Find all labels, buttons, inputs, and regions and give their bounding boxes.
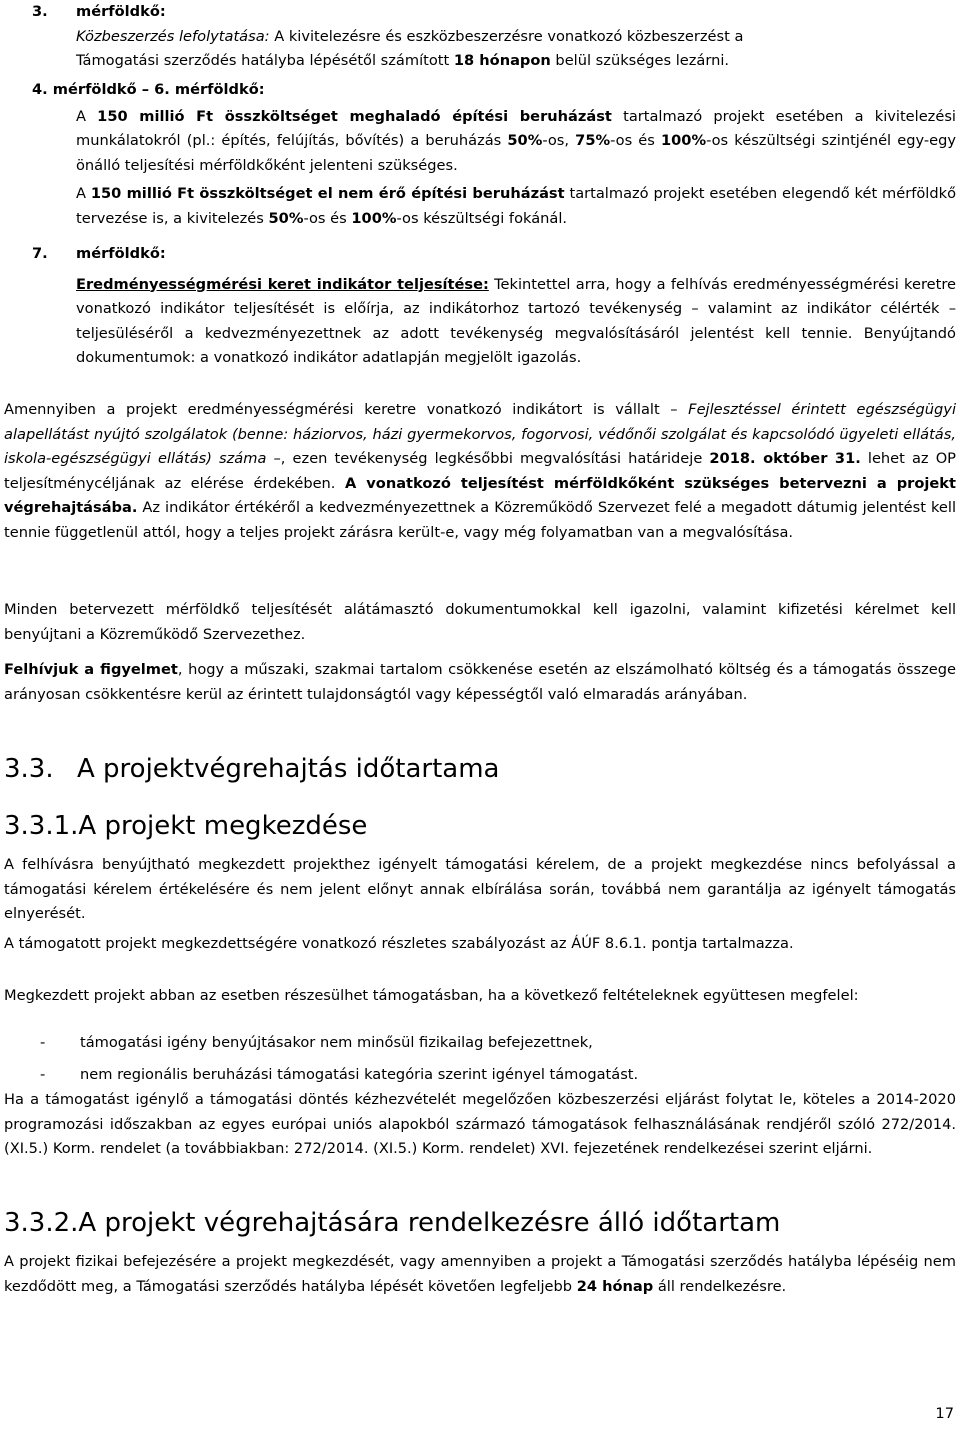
section-3-3-1-para-1: A felhívásra benyújtható megkezdett projekthez igényelt támogatási kérelem, de a projekt megkezdése nincs befolyással a támogatási kérelem értékelésére és nem jelent előnyt annak elbírálása során, továbbá nem garantálja az igényelt támogatás elnyerését. — [4, 856, 956, 922]
milestone-7 — [4, 242, 956, 371]
condition-list — [4, 1031, 956, 1087]
heading-3-3: 3.3. A projektvégrehajtás időtartama — [4, 754, 500, 784]
list-item: - nem regionális beruházási támogatási kategória szerint igényel támogatást. — [40, 1065, 639, 1083]
section-3-3-1-para-3: Megkezdett projekt abban az esetben részesülhet támogatásban, ha a következő feltételeknek együttesen megfelel: — [4, 987, 859, 1004]
indicator-paragraph: Amennyiben a projekt eredményességmérési keretre vonatkozó indikátort is vállalt – Fejlesztéssel érintett egészségügyi alapellátást nyújtó szolgálatok (benne: háziorvos, házi gyermekorvos, fogorvosi, védőnői szolgálat és kapcsolódó ügyeleti ellátás, iskola-egészségügyi ellátás) száma –, ezen tevékenység legkésőbbi megvalósítási határideje 2018. október 31. lehet az OP teljesítménycéljának az elérése érdekében. A vonatkozó teljesítést mérföldkőként szükséges betervezni a projekt végrehajtásába. Az indikátor értékéről a kedvezményezettnek a Közreműködő Szervezet felé a megadott dátumig jelentést kell tennie függetlenül attól, hogy a teljes projekt zárásra került-e, vagy még folyamatban van a megvalósítása. — [4, 401, 956, 541]
milestone-7-text: Eredményességmérési keret indikátor teljesítése: Tekintettel arra, hogy a felhívás eredményességmérési keretre vonatkozó indikátor teljesítését is előírja, az indikátorhoz tartozó tevékenység – valamint az indikátor célérték – teljesüléséről a kedvezményezettnek az adott tevékenység megvalósításáról jelentést kell tennie. Benyújtandó dokumentumok: a vonatkozó indikátor adatlapján megjelölt igazolás. — [76, 275, 956, 366]
list-item: - támogatási igény benyújtásakor nem minősül fizikailag befejezettnek, — [40, 1034, 593, 1051]
section-3-3-1-para-2: A támogatott projekt megkezdettségére vonatkozó részletes szabályozást az ÁÚF 8.6.1. pontja tartalmazza. — [4, 935, 794, 952]
section-3-3-1-para-4: Ha a támogatást igénylő a támogatási döntés kézhezvételét megelőzően közbeszerzési eljárást folytat le, köteles a 2014-2020 programozási időszakban az egyes európai uniós alapokból származó támogatások felhasználásának rendjéről szóló 272/2014. (XI.5.) Korm. rendelet (a továbbiakban: 272/2014. (XI.5.) Korm. rendelet) XVI. fejezetének rendelkezései szerint eljárni. — [4, 1091, 956, 1157]
section-3-3-2-para: A projekt fizikai befejezésére a projekt megkezdését, vagy amennyiben a projekt a Támogatási szerződés hatályba lépéséig nem kezdődött meg, a Támogatási szerződés hatályba lépését követően legfeljebb 24 hónap áll rendelkezésre. — [4, 1253, 956, 1295]
attention-paragraph: Felhívjuk a figyelmet, hogy a műszaki, szakmai tartalom csökkenése esetén az elszámolható költség és a támogatás összege arányosan csökkentésre kerül az érintett tulajdonságtól vagy képességtől való elmaradás arányában. — [4, 661, 956, 703]
milestone-3 — [4, 0, 956, 74]
milestone-proof-paragraph: Minden betervezett mérföldkő teljesítését alátámasztó dokumentumokkal kell igazolni, valamint kifizetési kérelmet kell benyújtani a Közreműködő Szervezethez. — [4, 601, 956, 643]
heading-3-3-2: 3.3.2.A projekt végrehajtására rendelkezésre álló időtartam — [4, 1208, 781, 1238]
milestone-4-6-heading: 4. mérföldkő – 6. mérföldkő: — [32, 81, 265, 98]
milestone-7-heading: 7. mérföldkő: — [32, 245, 166, 262]
milestone-3-text: Közbeszerzés lefolytatása: A kivitelezésre és eszközbeszerzésre vonatkozó közbeszerzést a Támogatási szerződés hatályba lépésétől számított 18 hónapon belül szükséges lezárni. — [76, 27, 744, 69]
milestone-3-heading: 3. mérföldkő: — [32, 3, 166, 20]
milestone-4-6-para-1: A 150 millió Ft összköltséget meghaladó építési beruházást tartalmazó projekt esetében a kivitelezési munkálatokról (pl.: építés, felújítás, bővítés) a beruházás 50%-os, 75%-os és 100%-os készültségi szintjénél egy-egy önálló teljesítési mérföldkőként jelenteni szükséges. — [76, 107, 956, 174]
heading-3-3-1: 3.3.1.A projekt megkezdése — [4, 811, 368, 841]
milestone-4-6-para-2: A 150 millió Ft összköltséget el nem érő építési beruházást tartalmazó projekt esetében elegendő két mérföldkő tervezése is, a kivitelezés 50%-os és 100%-os készültségi fokánál. — [76, 185, 956, 227]
page-number: 17 — [935, 1405, 954, 1422]
milestone-4-6 — [4, 78, 956, 231]
